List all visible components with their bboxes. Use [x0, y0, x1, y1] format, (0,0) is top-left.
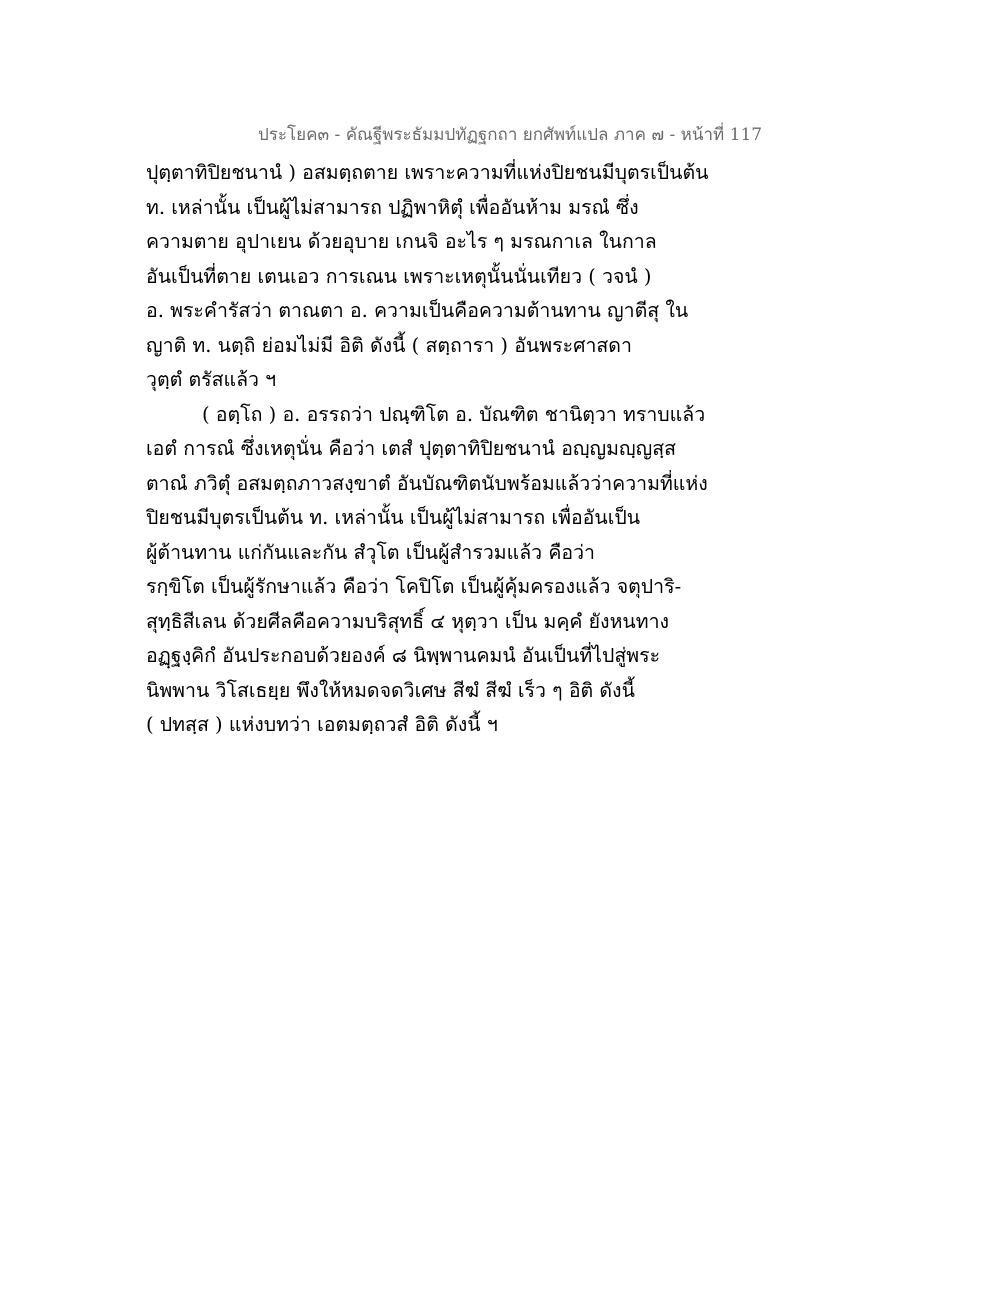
text-line: ความตาย อุปาเยน ด้วยอุบาย เกนจิ อะไร ๆ มรณกาเล ในกาล: [146, 230, 657, 253]
text-line: ปิยชนมีบุตรเป็นต้น ท. เหล่านั้น เป็นผู้ไม่สามารถ เพื่ออันเป็น: [146, 506, 641, 529]
text-line: ท. เหล่านั้น เป็นผู้ไม่สามารถ ปฏิพาหิตุํ เพื่ออันห้าม มรณํ ซึ่ง: [146, 195, 639, 219]
text-line: ผู้ต้านทาน แก่กันและกัน สํวุโต เป็นผู้สำรวมแล้ว คือว่า: [146, 540, 595, 564]
text-line: ปุตฺตาทิปิยชนานํ ) อสมตฺถตาย เพราะความที่แห่งปิยชนมีบุตรเป็นต้น: [146, 161, 709, 184]
body-text: [146, 156, 709, 743]
text-line: อ. พระคำรัสว่า ตาณตา อ. ความเป็นคือความต้านทาน ญาตีสุ ใน: [146, 299, 689, 322]
text-line: สุทฺธิสีเลน ด้วยศีลคือความบริสุทธิ์ ๔ หุตฺวา เป็น มคฺคํ ยังหนทาง: [146, 609, 670, 633]
text-line: วุตฺตํ ตรัสแล้ว ฯ: [146, 368, 277, 391]
page-header: ประโยค๓ - คัณฐีพระธัมมปทัฏฐกถา ยกศัพท์แปล ภาค ๗ - หน้าที่ 117: [258, 125, 763, 145]
text-line: เอตํ การณํ ซึ่งเหตุนั่น คือว่า เตสํ ปุตฺตาทิปิยชนานํ อญฺญมญฺญสฺส: [146, 437, 677, 460]
text-line: อันเป็นที่ตาย เตนเอว การเณน เพราะเหตุนั้นนั่นเทียว ( วจนํ ): [146, 264, 652, 288]
text-line: รกฺขิโต เป็นผู้รักษาแล้ว คือว่า โคปิโต เป็นผู้คุ้มครองแล้ว จตุปาริ-: [146, 575, 682, 598]
text-line: ( ปทสฺส ) แห่งบทว่า เอตมตฺถวสํ อิติ ดังนี้ ฯ: [146, 713, 498, 736]
text-line: อฏฺฐงฺคิกํ อันประกอบด้วยองค์ ๘ นิพฺพานคมนํ อันเป็นที่ไปสู่พระ: [146, 644, 661, 667]
paragraph-start-line: ( อตฺโถ ) อ. อรรถว่า ปณฺฑิโต อ. บัณฑิต ชานิตฺวา ทราบแล้ว: [202, 402, 706, 426]
text-line: นิพพาน วิโสเธยฺย พึงให้หมดจดวิเศษ สีฆํ สีฆํ เร็ว ๆ อิติ ดังนี้: [146, 678, 635, 702]
text-line: ตาณํ ภวิตุํ อสมตฺถภาวสงฺขาตํ อันบัณฑิตนับพร้อมแล้วว่าความที่แห่ง: [146, 471, 708, 495]
text-line: ญาติ ท. นตฺถิ ย่อมไม่มี อิติ ดังนี้ ( สตฺถารา ) อันพระศาสดา: [146, 333, 632, 357]
